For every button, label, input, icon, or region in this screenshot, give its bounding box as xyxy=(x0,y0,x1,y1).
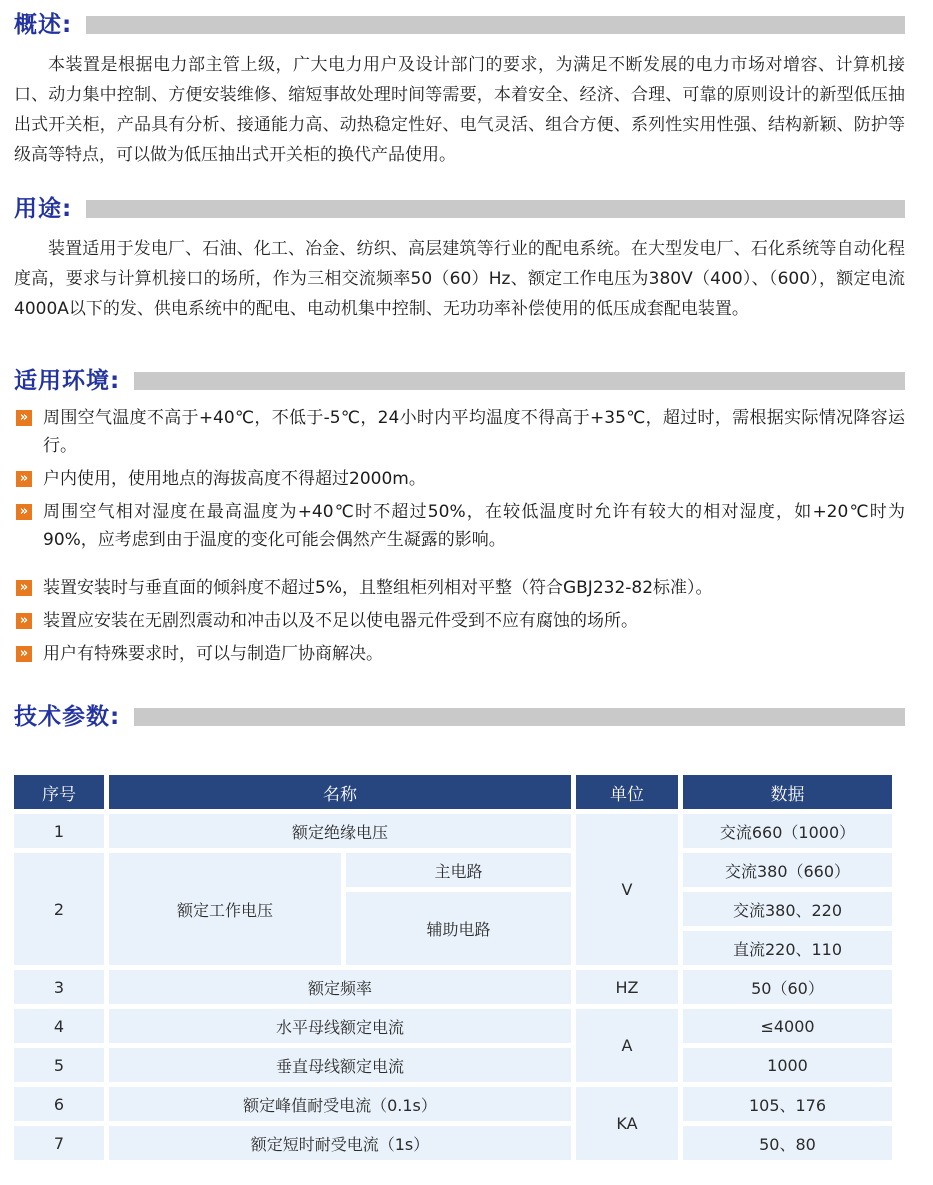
overview-title-bar xyxy=(86,16,905,34)
cell-unit-hz: HZ xyxy=(576,970,678,1004)
section-tech-params xyxy=(14,704,905,1165)
tech-params-title: 技术参数: xyxy=(14,704,121,730)
cell-unit-a: A xyxy=(576,1009,678,1082)
arrow-bullet-icon: » xyxy=(16,613,32,629)
cell-r4-data: ≤4000 xyxy=(683,1009,892,1043)
cell-unit-v: V xyxy=(576,814,678,965)
overview-title: 概述: xyxy=(14,12,73,38)
table-row xyxy=(14,1087,892,1121)
arrow-bullet-icon: » xyxy=(16,646,32,662)
usage-title-bar xyxy=(86,200,905,218)
table-row xyxy=(14,853,892,887)
cell-r6-name: 额定峰值耐受电流（0.1s） xyxy=(109,1087,571,1121)
cell-r1-data: 交流660（1000） xyxy=(683,814,892,848)
usage-paragraph: 装置适用于发电厂、石油、化工、冶金、纺织、高层建筑等行业的配电系统。在大型发电厂、石化系统等自动化程度高，要求与计算机接口的场所，作为三相交流频率50（60）Hz、额定工作电压为380V（400）、（600），额定电流4000A以下的发、供电系统中的配电、电动机集中控制、无功功率补偿使用的低压成套配电装置。 xyxy=(14,239,905,319)
environment-item-text: 装置应安装在无剧烈震动和冲击以及不足以使电器元件受到不应有腐蚀的场所。 xyxy=(43,611,638,631)
cell-r6-data: 105、176 xyxy=(683,1087,892,1121)
cell-r2-name: 额定工作电压 xyxy=(109,853,341,965)
environment-item-text: 周围空气温度不高于+40℃，不低于-5℃，24小时内平均温度不得高于+35℃，超过时，需根据实际情况降容运行。 xyxy=(43,408,905,456)
cell-r4-no: 4 xyxy=(14,1009,104,1043)
overview-paragraph: 本装置是根据电力部主管上级，广大电力用户及设计部门的要求，为满足不断发展的电力市场对增容、计算机接口、动力集中控制、方便安装维修、缩短事故处理时间等需要，本着安全、经济、合理、可靠的原则设计的新型低压抽出式开关柜，产品具有分析、接通能力高、动热稳定性好、电气灵活、组合方便、系列性实用性强、结构新颖、防护等级高等特点，可以做为低压抽出式开关柜的换代产品使用。 xyxy=(14,55,905,165)
cell-r5-no: 5 xyxy=(14,1048,104,1082)
list-item xyxy=(14,607,905,635)
cell-r3-data: 50（60） xyxy=(683,970,892,1004)
cell-unit-ka: KA xyxy=(576,1087,678,1160)
cell-r5-name: 垂直母线额定电流 xyxy=(109,1048,571,1082)
cell-r2-sub2: 辅助电路 xyxy=(346,892,571,965)
cell-r2-data2: 交流380、220 xyxy=(683,892,892,926)
environment-list xyxy=(14,404,905,668)
table-row xyxy=(14,1126,892,1160)
usage-header xyxy=(14,196,905,222)
table-row xyxy=(14,1048,892,1082)
section-environment xyxy=(14,368,905,668)
section-usage xyxy=(14,196,905,324)
list-item xyxy=(14,498,905,554)
cell-r1-name: 额定绝缘电压 xyxy=(109,814,571,848)
cell-r3-no: 3 xyxy=(14,970,104,1004)
environment-item-text: 用户有特殊要求时，可以与制造厂协商解决。 xyxy=(43,644,383,664)
section-overview xyxy=(14,12,905,170)
cell-r6-no: 6 xyxy=(14,1087,104,1121)
cell-r4-name: 水平母线额定电流 xyxy=(109,1009,571,1043)
tech-params-header xyxy=(14,704,905,730)
header-cell-data: 数据 xyxy=(683,775,892,809)
list-item xyxy=(14,465,905,493)
environment-item-text: 装置安装时与垂直面的倾斜度不超过5%，且整组柜列相对平整（符合GBJ232-82标准）。 xyxy=(43,578,713,598)
cell-r5-data: 1000 xyxy=(683,1048,892,1082)
cell-r2-data3: 直流220、110 xyxy=(683,931,892,965)
arrow-bullet-icon: » xyxy=(16,471,32,487)
arrow-bullet-icon: » xyxy=(16,504,32,520)
arrow-bullet-icon: » xyxy=(16,580,32,596)
environment-title-bar xyxy=(134,372,905,390)
environment-header xyxy=(14,368,905,394)
cell-r2-data1: 交流380（660） xyxy=(683,853,892,887)
overview-header xyxy=(14,12,905,38)
cell-r2-no: 2 xyxy=(14,853,104,965)
table-row xyxy=(14,814,892,848)
arrow-bullet-icon: » xyxy=(16,410,32,426)
cell-r1-no: 1 xyxy=(14,814,104,848)
cell-r7-name: 额定短时耐受电流（1s） xyxy=(109,1126,571,1160)
list-item xyxy=(14,404,905,460)
header-cell-name: 名称 xyxy=(109,775,571,809)
cell-r3-name: 额定频率 xyxy=(109,970,571,1004)
cell-r7-data: 50、80 xyxy=(683,1126,892,1160)
header-cell-unit: 单位 xyxy=(576,775,678,809)
table-row xyxy=(14,1009,892,1043)
table-row xyxy=(14,970,892,1004)
tech-params-title-bar xyxy=(134,708,905,726)
cell-r7-no: 7 xyxy=(14,1126,104,1160)
environment-title: 适用环境: xyxy=(14,368,121,394)
tech-params-table xyxy=(9,770,897,1165)
environment-item-text: 周围空气相对湿度在最高温度为+40℃时不超过50%，在较低温度时允许有较大的相对湿度，如+20℃时为90%，应考虑到由于温度的变化可能会偶然产生凝露的影响。 xyxy=(43,502,905,550)
table-header-row xyxy=(14,775,892,809)
list-item xyxy=(14,640,905,668)
header-cell-no: 序号 xyxy=(14,775,104,809)
environment-item-text: 户内使用，使用地点的海拔高度不得超过2000m。 xyxy=(43,469,426,489)
cell-r2-sub1: 主电路 xyxy=(346,853,571,887)
list-item xyxy=(14,574,905,602)
usage-title: 用途: xyxy=(14,196,73,222)
